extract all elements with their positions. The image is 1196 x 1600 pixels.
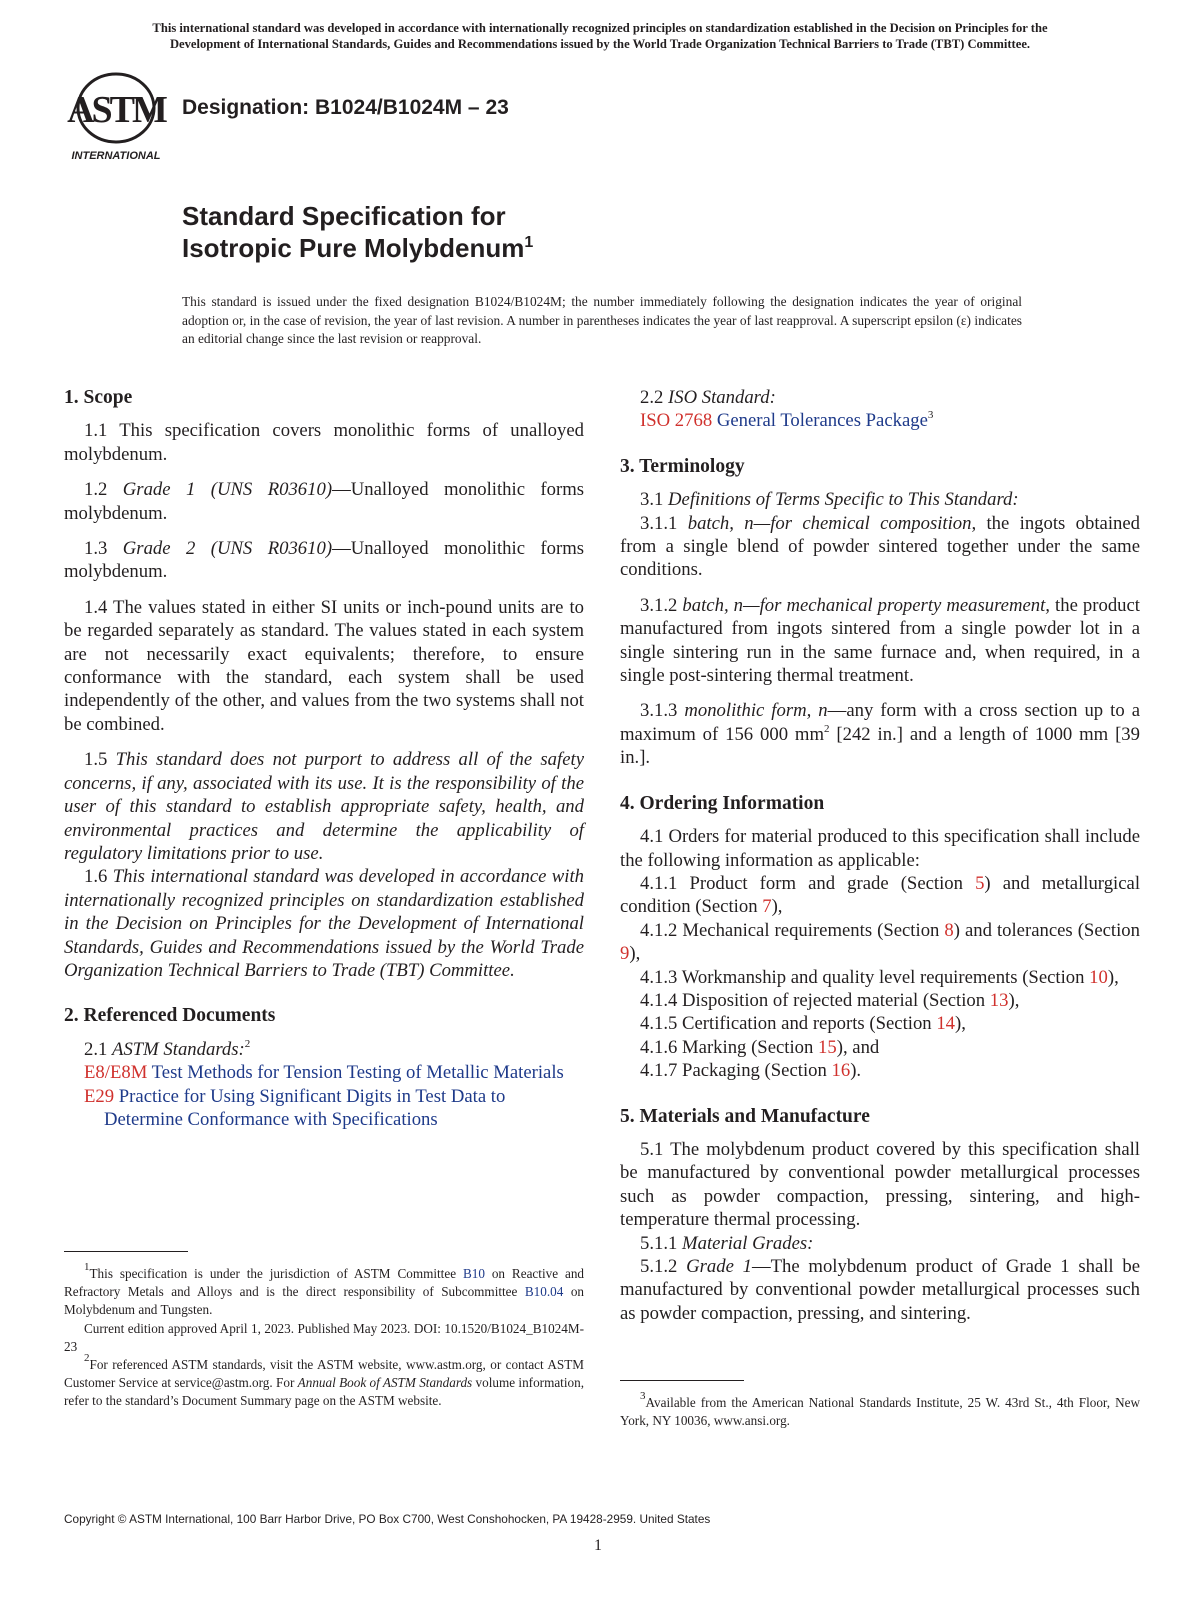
para-4-1-6: 4.1.6 Marking (Section 15), and	[640, 1036, 880, 1058]
tbt-notice	[62, 20, 1138, 52]
section-link[interactable]: 14	[936, 1013, 956, 1035]
reference-title[interactable]: Test Methods for Tension Testing of Metallic Materials	[147, 1062, 564, 1084]
section-link[interactable]: 10	[1089, 966, 1108, 988]
section-2-heading: 2. Referenced Documents	[64, 1005, 276, 1027]
section-5-heading: 5. Materials and Manufacture	[620, 1105, 870, 1127]
document-title	[182, 200, 533, 264]
para-4-1: 4.1 Orders for material produced to this specification shall include the following information as applicable:	[620, 826, 1140, 871]
para-1-3: 1.3 Grade 2 (UNS R03610)—Unalloyed monolithic forms molybdenum.	[64, 538, 585, 583]
footnote-1: $^1$This specification is under the jurisdiction of ASTM Committee B10 on Reactive and Refractory Metals and Alloys and is the direct responsibility of Subcommittee B10.04 on Molybdenum and Tungsten.	[64, 1261, 585, 1318]
para-4-1-4: 4.1.4 Disposition of rejected material (Section 13),	[640, 989, 1020, 1011]
footnote-3: $^3$Available from the American National Standards Institute, 25 W. 43rd St., 4th Floor, New York, NY 10036, www.ansi.org.	[620, 1390, 1140, 1429]
right-column	[620, 386, 1140, 1325]
reference-e8[interactable]	[64, 1061, 584, 1084]
reference-code[interactable]: E29	[84, 1085, 115, 1107]
reference-title[interactable]: Practice for Using Significant Digits in Test Data to Determine Conformance with Specifications	[104, 1085, 506, 1130]
tbt-notice-line2: Development of International Standards, Guides and Recommendations issued by the World Trade Organization Technical Barriers to Trade (TBT) Committee.	[169, 37, 1031, 51]
footnote-rule	[620, 1380, 744, 1381]
section-link[interactable]: 7	[762, 896, 772, 918]
title-line1: Standard Specification for	[182, 201, 506, 231]
footnote-2: $^2$For referenced ASTM standards, visit the ASTM website, www.astm.org, or contact ASTM Customer Service at service@astm.org. For Annual Book of ASTM Standards volume information, refer to the standard’s Document Summary page on the ASTM website.	[64, 1352, 584, 1409]
section-link[interactable]: 15	[818, 1036, 837, 1058]
reference-iso-2768[interactable]: ISO 2768 General Tolerances Package$^3$	[640, 409, 934, 432]
copyright-line: Copyright © ASTM International, 100 Barr Harbor Drive, PO Box C700, West Conshohocken, PA 19428-2959. United States	[64, 1512, 711, 1526]
reference-e29[interactable]	[64, 1085, 584, 1132]
section-link[interactable]: 8	[944, 919, 954, 941]
logo-subtitle: INTERNATIONAL	[71, 150, 161, 162]
para-1-2: 1.2 Grade 1 (UNS R03610)—Unalloyed monolithic forms molybdenum.	[64, 479, 585, 524]
section-link[interactable]: 13	[989, 989, 1009, 1011]
section-link[interactable]: 9	[620, 943, 630, 965]
tbt-notice-line1: This international standard was developed in accordance with internationally recognized principles on standardization established in the Decision on Principles for the	[152, 21, 1048, 35]
para-3-1-2: 3.1.2 batch, n—for mechanical property measurement, the product manufactured from ingots sintered from a single powder lot in a single sintering run in the same furnace and, when required, in a single post-sintering thermal treatment.	[620, 594, 1140, 687]
para-3-1: 3.1 Definitions of Terms Specific to This Standard:	[640, 489, 1019, 511]
reference-title[interactable]: General Tolerances Package	[712, 410, 928, 432]
section-3-heading: 3. Terminology	[620, 455, 745, 477]
para-2-2: 2.2 ISO Standard:	[640, 387, 776, 408]
designation: Designation: B1024/B1024M – 23	[182, 96, 509, 119]
logo-lettering: ASTM	[67, 89, 165, 131]
para-4-1-5: 4.1.5 Certification and reports (Section 14),	[640, 1013, 966, 1035]
para-4-1-1: 4.1.1 Product form and grade (Section 5) and metallurgical condition (Section 7),	[620, 872, 1141, 918]
right-footnotes	[620, 1390, 1140, 1430]
para-5-1-1: 5.1.1 Material Grades:	[640, 1232, 814, 1254]
subcommittee-link[interactable]: B10.04	[524, 1284, 564, 1300]
left-footnotes	[64, 1261, 585, 1411]
left-column	[64, 386, 584, 1131]
title-line2: Isotropic Pure Molybdenum$^1$	[182, 233, 534, 263]
para-3-1-1: 3.1.1 batch, n—for chemical composition, the ingots obtained from a single blend of powder sintered together under the same conditions.	[620, 512, 1141, 581]
para-5-1-2: 5.1.2 Grade 1—The molybdenum product of Grade 1 shall be manufactured by conventional powder metallurgical processes such as powder compaction, pressing, and sintering.	[620, 1256, 1140, 1324]
para-1-4: 1.4 The values stated in either SI units or inch-pound units are to be regarded separately as standard. The values stated in each system are not necessarily exact equivalents; therefore, to ensure conformance with the standard, each system shall be used independently of the other, and values from the two systems shall not be combined.	[64, 596, 584, 735]
para-4-1-3: 4.1.3 Workmanship and quality level requirements (Section 10),	[640, 966, 1119, 988]
reference-code[interactable]: E8/E8M	[84, 1062, 148, 1084]
section-1-heading: 1. Scope	[64, 387, 133, 408]
section-link[interactable]: 5	[975, 872, 985, 894]
para-4-1-7: 4.1.7 Packaging (Section 16).	[640, 1060, 862, 1082]
para-1-1: 1.1 This specification covers monolithic forms of unalloyed molybdenum.	[64, 420, 584, 465]
issuance-note: This standard is issued under the fixed designation B1024/B1024M; the number immediately following the designation indicates the year of original adoption or, in the case of revision, the year of last revision. A number in parentheses indicates the year of last reapproval. A superscript epsilon (ε) indicates an editorial change since the last revision or reapproval.	[182, 294, 1022, 346]
footnote-rule	[64, 1251, 188, 1252]
para-1-6: 1.6 This international standard was developed in accordance with internationally recognized principles on standardization established in the Decision on Principles for the Development of International Standards, Guides and Recommendations issued by the World Trade Organization Technical Barriers to Trade (TBT) Committee.	[64, 866, 584, 981]
reference-code[interactable]: ISO 2768	[640, 410, 713, 432]
para-5-1: 5.1 The molybdenum product covered by this specification shall be manufactured by conventional powder metallurgical processes such as powder compaction, pressing, sintering, and high-temperature thermal processing.	[620, 1138, 1140, 1231]
section-4-heading: 4. Ordering Information	[620, 792, 825, 814]
para-4-1-2: 4.1.2 Mechanical requirements (Section 8) and tolerances (Section 9),	[620, 919, 1140, 965]
section-link[interactable]: 16	[831, 1060, 851, 1082]
para-2-1: 2.1 ASTM Standards:$^2$	[84, 1037, 251, 1060]
para-3-1-3: 3.1.3 monolithic form, n—any form with a cross section up to a maximum of 156 000 $mm^2$ [242 in.] and a length of 1000 mm [39 in.].	[620, 700, 1140, 769]
astm-logo	[64, 68, 168, 164]
para-1-5: 1.5 This standard does not purport to address all of the safety concerns, if any, associated with its use. It is the responsibility of the user of this standard to establish appropriate safety, health, and environmental practices and determine the applicability of regulatory limitations prior to use.	[64, 749, 584, 864]
page-number: 1	[594, 1537, 602, 1554]
committee-link[interactable]: B10	[462, 1266, 485, 1281]
footnote-1-current-edition: Current edition approved April 1, 2023. Published May 2023. DOI: 10.1520/B1024_B1024M-23	[64, 1320, 584, 1354]
title-footnote-ref: 1	[524, 234, 534, 251]
